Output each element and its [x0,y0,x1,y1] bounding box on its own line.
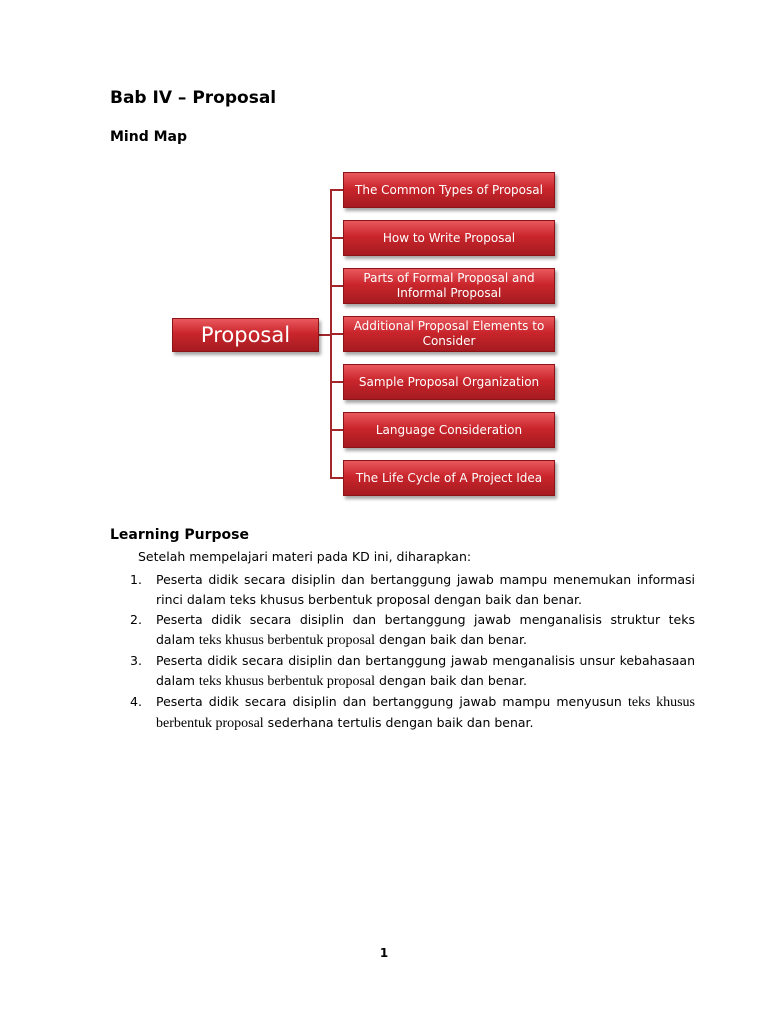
list-item-text-serif: teks khusus berbentuk proposal [198,633,376,648]
list-item-text: dengan baik dan benar. [375,673,527,688]
learning-purpose-title: Learning Purpose [110,527,249,543]
list-item-text: Peserta didik secara disiplin dan bertanggung jawab menganalisis struktur teks dalam [156,612,695,647]
connector-branch [330,189,344,191]
learning-purpose-intro: Setelah mempelajari materi pada KD ini, diharapkan: [138,549,472,564]
mind-map-branch: How to Write Proposal [343,220,555,256]
mind-map-branch: Additional Proposal Elements to Consider [343,316,555,352]
mind-map-branch: The Common Types of Proposal [343,172,555,208]
mind-map-title: Mind Map [110,129,187,145]
list-item-text: Peserta didik secara disiplin dan bertanggung jawab mampu menemukan informasi rinci dalam teks khusus berbentuk proposal dengan baik dan benar. [156,572,695,607]
mind-map-branch: The Life Cycle of A Project Idea [343,460,555,496]
chapter-title: Bab IV – Proposal [110,88,277,108]
connector-branch [330,477,344,479]
list-item-text: Peserta didik secara disiplin dan bertanggung jawab mampu menyusun [156,694,628,709]
page-number: 1 [379,946,389,960]
connector-branch [330,429,344,431]
list-item [130,570,695,610]
list-item [130,651,695,692]
list-item-number: 2. [130,612,142,627]
list-item-text-serif: teks khusus berbentuk proposal [198,674,376,689]
list-item [130,610,695,651]
mind-map-root: Proposal [172,318,319,352]
connector-branch [330,333,344,335]
list-item [130,692,695,734]
list-item-number: 3. [130,653,142,668]
learning-purpose-list [130,570,695,734]
mind-map-branch: Parts of Formal Proposal and Informal Proposal [343,268,555,304]
mind-map-branch: Sample Proposal Organization [343,364,555,400]
list-item-text-serif: teks khusus berbentuk proposal [156,695,695,731]
list-item-number: 4. [130,694,142,709]
list-item-text: dengan baik dan benar. [375,632,527,647]
list-item-text: Peserta didik secara disiplin dan bertanggung jawab menganalisis unsur kebahasaan dalam [156,653,695,688]
list-item-text: sederhana tertulis dengan baik dan benar. [263,715,534,730]
connector-branch [330,237,344,239]
connector-branch [330,285,344,287]
list-item-number: 1. [130,572,142,587]
mind-map-branch: Language Consideration [343,412,555,448]
connector-branch [330,381,344,383]
